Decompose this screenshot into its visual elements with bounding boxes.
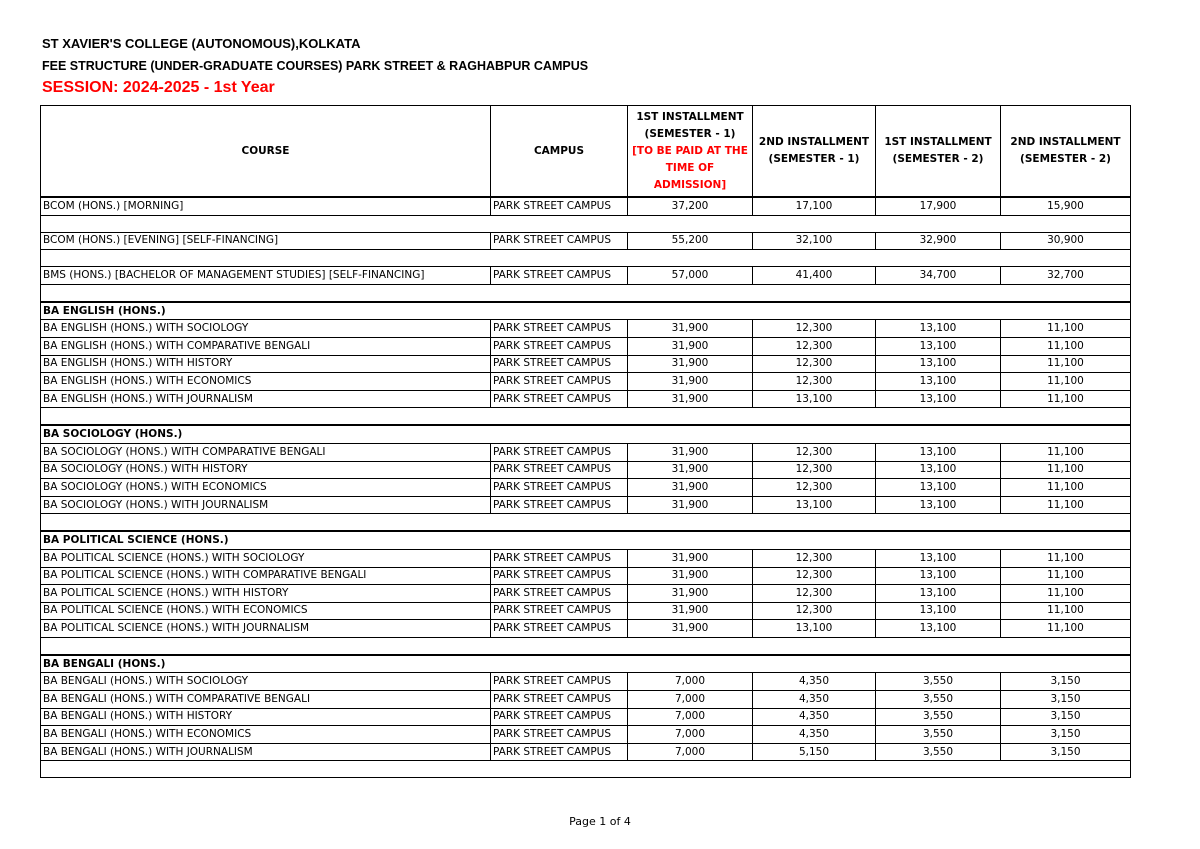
installment-amount-cell: 13,100	[876, 443, 1001, 461]
table-row	[41, 479, 1131, 497]
blank-row	[41, 637, 1131, 655]
session-title: SESSION: 2024-2025 - 1st Year	[42, 79, 275, 96]
installment-amount-cell: 12,300	[753, 373, 876, 391]
installment-amount-cell: 13,100	[753, 496, 876, 514]
installment-amount-cell: 13,100	[876, 620, 1001, 638]
installment-amount-cell: 12,300	[753, 320, 876, 338]
installment-amount-cell: 31,900	[628, 461, 753, 479]
installment-amount-cell: 31,900	[628, 549, 753, 567]
installment-amount-cell: 13,100	[876, 461, 1001, 479]
table-row	[41, 549, 1131, 567]
campus-cell: PARK STREET CAMPUS	[491, 373, 628, 391]
installment-amount-cell: 12,300	[753, 443, 876, 461]
installment-amount-cell: 31,900	[628, 602, 753, 620]
campus-cell: PARK STREET CAMPUS	[491, 620, 628, 638]
installment-amount-cell: 13,100	[876, 585, 1001, 603]
installment-amount-cell: 7,000	[628, 743, 753, 761]
blank-row	[41, 514, 1131, 532]
campus-cell: PARK STREET CAMPUS	[491, 337, 628, 355]
installment-amount-cell: 17,100	[753, 197, 876, 215]
installment-amount-cell: 17,900	[876, 197, 1001, 215]
installment-amount-cell: 15,900	[1001, 197, 1131, 215]
blank-cell	[41, 761, 1131, 778]
course-cell: BA SOCIOLOGY (HONS.) WITH COMPARATIVE BENGALI	[41, 443, 491, 461]
installment-amount-cell: 13,100	[753, 390, 876, 408]
installment-amount-cell: 31,900	[628, 373, 753, 391]
column-header-installment-3	[876, 106, 1001, 198]
installment-amount-cell: 3,550	[876, 691, 1001, 709]
column-header-installment-4	[1001, 106, 1131, 198]
installment-amount-cell: 11,100	[1001, 443, 1131, 461]
installment-amount-cell: 34,700	[876, 267, 1001, 285]
course-cell: BCOM (HONS.) [EVENING] [SELF-FINANCING]	[41, 232, 491, 250]
page-number: Page 1 of 4	[569, 815, 631, 828]
table-row	[41, 390, 1131, 408]
campus-cell: PARK STREET CAMPUS	[491, 726, 628, 744]
installment-amount-cell: 32,100	[753, 232, 876, 250]
blank-cell	[41, 250, 1131, 267]
installment-amount-cell: 11,100	[1001, 320, 1131, 338]
course-cell: BA SOCIOLOGY (HONS.) WITH JOURNALISM	[41, 496, 491, 514]
campus-cell: PARK STREET CAMPUS	[491, 232, 628, 250]
group-heading: BA SOCIOLOGY (HONS.)	[41, 425, 1131, 443]
table-row	[41, 726, 1131, 744]
installment-amount-cell: 7,000	[628, 691, 753, 709]
campus-cell: PARK STREET CAMPUS	[491, 691, 628, 709]
header-line: (SEMESTER - 1)	[644, 127, 736, 140]
document-subtitle: FEE STRUCTURE (UNDER-GRADUATE COURSES) PARK STREET & RAGHABPUR CAMPUS	[42, 59, 589, 73]
installment-amount-cell: 13,100	[753, 620, 876, 638]
installment-amount-cell: 13,100	[876, 602, 1001, 620]
installment-amount-cell: 30,900	[1001, 232, 1131, 250]
installment-amount-cell: 11,100	[1001, 585, 1131, 603]
header-line: 1ST INSTALLMENT	[636, 110, 744, 123]
installment-amount-cell: 12,300	[753, 567, 876, 585]
table-row	[41, 373, 1131, 391]
blank-cell	[41, 284, 1131, 302]
installment-amount-cell: 31,900	[628, 567, 753, 585]
college-name: ST XAVIER'S COLLEGE (AUTONOMOUS),KOLKATA	[42, 36, 361, 51]
installment-amount-cell: 7,000	[628, 726, 753, 744]
installment-amount-cell: 31,900	[628, 496, 753, 514]
installment-amount-cell: 11,100	[1001, 620, 1131, 638]
blank-row	[41, 408, 1131, 426]
course-cell: BA ENGLISH (HONS.) WITH JOURNALISM	[41, 390, 491, 408]
course-cell: BA POLITICAL SCIENCE (HONS.) WITH COMPARATIVE BENGALI	[41, 567, 491, 585]
course-cell: BA BENGALI (HONS.) WITH SOCIOLOGY	[41, 673, 491, 691]
campus-cell: PARK STREET CAMPUS	[491, 320, 628, 338]
course-cell: BA ENGLISH (HONS.) WITH SOCIOLOGY	[41, 320, 491, 338]
campus-cell: PARK STREET CAMPUS	[491, 602, 628, 620]
table-header-row	[41, 106, 1131, 198]
table-row	[41, 337, 1131, 355]
installment-amount-cell: 31,900	[628, 479, 753, 497]
installment-amount-cell: 11,100	[1001, 567, 1131, 585]
course-cell: BA SOCIOLOGY (HONS.) WITH HISTORY	[41, 461, 491, 479]
table-row	[41, 708, 1131, 726]
table-row	[41, 197, 1131, 215]
installment-amount-cell: 12,300	[753, 479, 876, 497]
installment-amount-cell: 3,550	[876, 726, 1001, 744]
campus-cell: PARK STREET CAMPUS	[491, 549, 628, 567]
installment-amount-cell: 57,000	[628, 267, 753, 285]
header-line: 2ND INSTALLMENT	[758, 136, 870, 148]
installment-amount-cell: 13,100	[876, 549, 1001, 567]
table-row	[41, 620, 1131, 638]
table-row	[41, 567, 1131, 585]
blank-row	[41, 284, 1131, 302]
table-row	[41, 232, 1131, 250]
installment-amount-cell: 7,000	[628, 673, 753, 691]
table-row	[41, 461, 1131, 479]
course-cell: BA POLITICAL SCIENCE (HONS.) WITH SOCIOLOGY	[41, 549, 491, 567]
group-heading: BA BENGALI (HONS.)	[41, 655, 1131, 673]
campus-cell: PARK STREET CAMPUS	[491, 496, 628, 514]
course-cell: BA BENGALI (HONS.) WITH ECONOMICS	[41, 726, 491, 744]
campus-cell: PARK STREET CAMPUS	[491, 743, 628, 761]
installment-amount-cell: 11,100	[1001, 390, 1131, 408]
campus-cell: PARK STREET CAMPUS	[491, 708, 628, 726]
installment-amount-cell: 12,300	[753, 585, 876, 603]
course-cell: BMS (HONS.) [BACHELOR OF MANAGEMENT STUDIES] [SELF-FINANCING]	[41, 267, 491, 285]
blank-cell	[41, 215, 1131, 232]
installment-amount-cell: 37,200	[628, 197, 753, 215]
installment-amount-cell: 4,350	[753, 691, 876, 709]
header-line: (SEMESTER - 2)	[892, 153, 984, 165]
column-header-installment-2	[753, 106, 876, 198]
installment-amount-cell: 11,100	[1001, 461, 1131, 479]
column-header-course: COURSE	[41, 106, 491, 198]
installment-amount-cell: 31,900	[628, 355, 753, 373]
installment-amount-cell: 13,100	[876, 320, 1001, 338]
installment-amount-cell: 3,550	[876, 708, 1001, 726]
installment-amount-cell: 31,900	[628, 585, 753, 603]
installment-amount-cell: 12,300	[753, 549, 876, 567]
header-line: 2ND INSTALLMENT	[1010, 136, 1121, 148]
installment-amount-cell: 11,100	[1001, 337, 1131, 355]
installment-amount-cell: 5,150	[753, 743, 876, 761]
blank-cell	[41, 408, 1131, 426]
installment-amount-cell: 13,100	[876, 390, 1001, 408]
campus-cell: PARK STREET CAMPUS	[491, 443, 628, 461]
installment-amount-cell: 11,100	[1001, 355, 1131, 373]
header-admission-note: [TO BE PAID AT THE TIME OF ADMISSION]	[632, 144, 748, 191]
installment-amount-cell: 11,100	[1001, 479, 1131, 497]
table-row	[41, 585, 1131, 603]
course-cell: BCOM (HONS.) [MORNING]	[41, 197, 491, 215]
campus-cell: PARK STREET CAMPUS	[491, 567, 628, 585]
installment-amount-cell: 7,000	[628, 708, 753, 726]
blank-row	[41, 761, 1131, 778]
installment-amount-cell: 3,550	[876, 673, 1001, 691]
course-cell: BA ENGLISH (HONS.) WITH HISTORY	[41, 355, 491, 373]
campus-cell: PARK STREET CAMPUS	[491, 355, 628, 373]
table-row	[41, 496, 1131, 514]
installment-amount-cell: 12,300	[753, 461, 876, 479]
blank-row	[41, 215, 1131, 232]
installment-amount-cell: 31,900	[628, 620, 753, 638]
installment-amount-cell: 32,700	[1001, 267, 1131, 285]
installment-amount-cell: 11,100	[1001, 373, 1131, 391]
campus-cell: PARK STREET CAMPUS	[491, 197, 628, 215]
course-cell: BA ENGLISH (HONS.) WITH COMPARATIVE BENGALI	[41, 337, 491, 355]
fee-structure-table	[40, 105, 1131, 778]
installment-amount-cell: 12,300	[753, 337, 876, 355]
installment-amount-cell: 13,100	[876, 355, 1001, 373]
installment-amount-cell: 11,100	[1001, 549, 1131, 567]
installment-amount-cell: 3,150	[1001, 743, 1131, 761]
group-heading-row	[41, 425, 1131, 443]
document-header	[42, 36, 588, 97]
course-cell: BA ENGLISH (HONS.) WITH ECONOMICS	[41, 373, 491, 391]
installment-amount-cell: 32,900	[876, 232, 1001, 250]
installment-amount-cell: 31,900	[628, 390, 753, 408]
header-line: (SEMESTER - 1)	[768, 153, 860, 165]
installment-amount-cell: 12,300	[753, 602, 876, 620]
group-heading-row	[41, 531, 1131, 549]
installment-amount-cell: 13,100	[876, 479, 1001, 497]
installment-amount-cell: 12,300	[753, 355, 876, 373]
installment-amount-cell: 3,150	[1001, 691, 1131, 709]
group-heading: BA ENGLISH (HONS.)	[41, 302, 1131, 320]
installment-amount-cell: 4,350	[753, 673, 876, 691]
course-cell: BA SOCIOLOGY (HONS.) WITH ECONOMICS	[41, 479, 491, 497]
campus-cell: PARK STREET CAMPUS	[491, 267, 628, 285]
course-cell: BA POLITICAL SCIENCE (HONS.) WITH HISTORY	[41, 585, 491, 603]
installment-amount-cell: 11,100	[1001, 602, 1131, 620]
installment-amount-cell: 13,100	[876, 373, 1001, 391]
blank-cell	[41, 514, 1131, 532]
blank-row	[41, 250, 1131, 267]
campus-cell: PARK STREET CAMPUS	[491, 390, 628, 408]
table-row	[41, 602, 1131, 620]
installment-amount-cell: 13,100	[876, 496, 1001, 514]
installment-amount-cell: 31,900	[628, 443, 753, 461]
table-row	[41, 267, 1131, 285]
table-body	[41, 197, 1131, 778]
installment-amount-cell: 31,900	[628, 337, 753, 355]
table-row	[41, 673, 1131, 691]
course-cell: BA POLITICAL SCIENCE (HONS.) WITH JOURNALISM	[41, 620, 491, 638]
installment-amount-cell: 4,350	[753, 726, 876, 744]
campus-cell: PARK STREET CAMPUS	[491, 585, 628, 603]
installment-amount-cell: 11,100	[1001, 496, 1131, 514]
campus-cell: PARK STREET CAMPUS	[491, 673, 628, 691]
installment-amount-cell: 4,350	[753, 708, 876, 726]
course-cell: BA BENGALI (HONS.) WITH JOURNALISM	[41, 743, 491, 761]
installment-amount-cell: 31,900	[628, 320, 753, 338]
header-line: (SEMESTER - 2)	[1020, 153, 1111, 165]
installment-amount-cell: 13,100	[876, 337, 1001, 355]
course-cell: BA POLITICAL SCIENCE (HONS.) WITH ECONOMICS	[41, 602, 491, 620]
blank-cell	[41, 637, 1131, 655]
header-line: 1ST INSTALLMENT	[884, 136, 992, 148]
installment-amount-cell: 3,150	[1001, 726, 1131, 744]
campus-cell: PARK STREET CAMPUS	[491, 461, 628, 479]
course-cell: BA BENGALI (HONS.) WITH COMPARATIVE BENGALI	[41, 691, 491, 709]
installment-amount-cell: 3,150	[1001, 708, 1131, 726]
installment-amount-cell: 3,150	[1001, 673, 1131, 691]
table-row	[41, 743, 1131, 761]
table-row	[41, 443, 1131, 461]
group-heading-row	[41, 655, 1131, 673]
course-cell: BA BENGALI (HONS.) WITH HISTORY	[41, 708, 491, 726]
group-heading-row	[41, 302, 1131, 320]
column-header-installment-1	[628, 106, 753, 198]
table-row	[41, 355, 1131, 373]
campus-cell: PARK STREET CAMPUS	[491, 479, 628, 497]
installment-amount-cell: 13,100	[876, 567, 1001, 585]
installment-amount-cell: 55,200	[628, 232, 753, 250]
column-header-campus: CAMPUS	[491, 106, 628, 198]
installment-amount-cell: 3,550	[876, 743, 1001, 761]
table-row	[41, 320, 1131, 338]
table-row	[41, 691, 1131, 709]
installment-amount-cell: 41,400	[753, 267, 876, 285]
group-heading: BA POLITICAL SCIENCE (HONS.)	[41, 531, 1131, 549]
